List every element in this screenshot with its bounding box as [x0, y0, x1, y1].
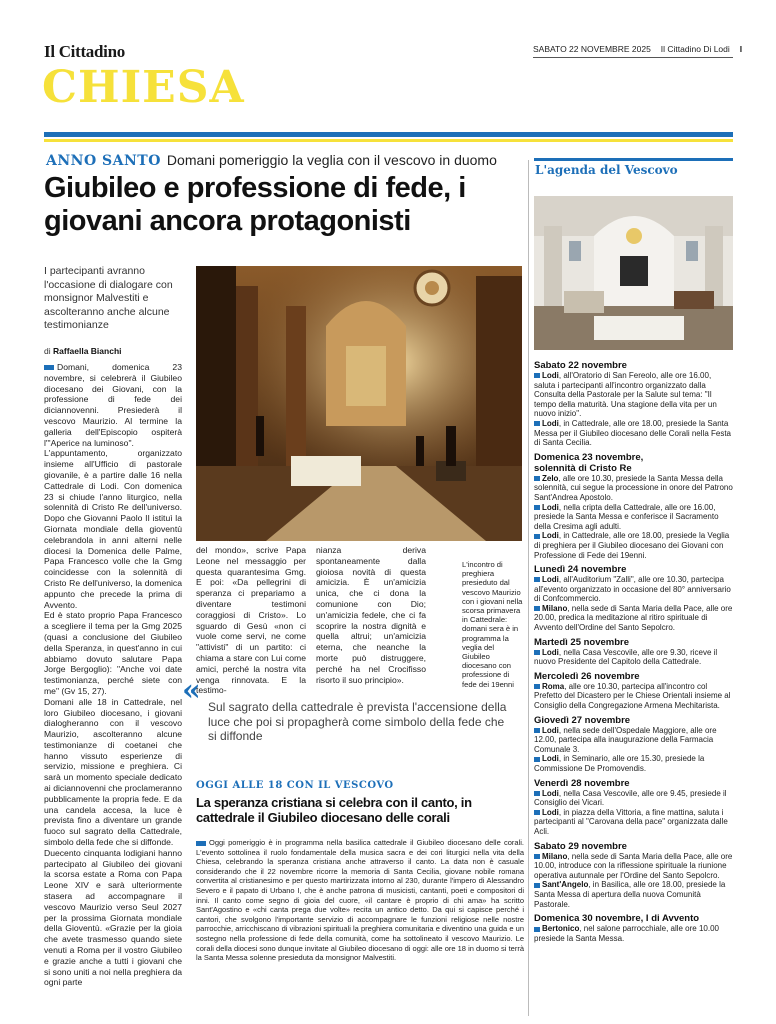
sidebox-kicker: OGGI ALLE 18 CON IL VESCOVO [196, 780, 394, 791]
agenda-entry-text: , in Cattedrale, alle ore 18.00, presiede la Veglia di preghiera per il Giubileo diocesano dei Giovani con Professione di Fede dei 19enni. [534, 531, 730, 560]
agenda-entry-text: , in Cattedrale, alle ore 18.00, presiede la Santa Messa per il Giubileo diocesano delle Corali nella Festa di Santa Cecilia. [534, 418, 731, 448]
agenda-day-title: Mercoledì 26 novembre [534, 670, 640, 682]
agenda-entry-place: Lodi [542, 418, 559, 428]
article-kicker [46, 152, 497, 169]
agenda-entry [534, 648, 733, 667]
agenda-entry [534, 503, 733, 532]
agenda-header-rule [534, 158, 733, 161]
agenda-entry-text: , alle ore 10.30, presiede la Santa Messa della solennità, cui segue la processione in onore del Patrono Sant'Andrea Apostolo. [534, 473, 733, 502]
article-column-1 [44, 362, 182, 1012]
agenda-entry-text: , in Seminario, alle ore 15.30, presiede la Commissione De Promovendis. [534, 754, 705, 773]
agenda-entry [534, 880, 733, 909]
agenda-entry-text: , nel salone parrocchiale, alle ore 10.00 presiede la Santa Messa. [534, 924, 719, 943]
agenda-day [534, 913, 733, 943]
article-headline: Giubileo e professione di fede, i giovani ancora protagonisti [44, 172, 466, 237]
agenda-entry [534, 575, 733, 604]
agenda-entry-place: Lodi [542, 754, 559, 764]
dateline [533, 44, 742, 54]
agenda-entry-text: , nella sede di Santa Maria della Pace, alle ore 10.00, introduce con la riflessione spirituale la riunione operativa autunnale per l'Ordine del Santo Sepolcro. [534, 851, 733, 880]
agenda-entry-place: Lodi [542, 788, 559, 798]
entry-marker [534, 883, 540, 888]
agenda-entry-text: , all'Oratorio di San Fereolo, alle ore 16.00, saluta i partecipanti all'incontro organizzato dalla Consulta della Pastorale per la Salute sul tema: "Il tempo della maturità. Una stagione della vita per un nuovo inizio". [534, 371, 717, 419]
paragraph-marker [196, 841, 206, 846]
entry-marker [534, 854, 540, 859]
entry-marker [534, 421, 540, 426]
byline-author: Raffaella Bianchi [53, 346, 122, 356]
agenda-entry-place: Lodi [542, 725, 559, 735]
paragraph-marker [44, 365, 54, 370]
entry-marker [534, 476, 540, 481]
agenda-entry-text: , nella cripta della Cattedrale, alle ore 16.00, presiede la Santa Messa e conferisce il Sacramento della Cresima agli adulti. [534, 502, 719, 531]
agenda-entry-text: , nella Casa Vescovile, alle ore 9.30, riceve il nuovo Presidente del Capitolo della Cattedrale. [534, 647, 718, 667]
agenda-day-title: Domenica 30 novembre, I di Avvento [534, 913, 700, 925]
agenda-entry-text: , all'Auditorium "Zalli", alle ore 10.30, partecipa all'evento organizzato in occasione del 80° anniversario di Confcommercio. [534, 575, 731, 604]
agenda-entry-text: , alle ore 10.30, partecipa all'incontro col Prefetto del Dicastero per le Chiese Orientali insieme al Consiglio della Congregazione Armena Mechitarista. [534, 681, 731, 711]
agenda-list [534, 360, 733, 1015]
agenda-entry-place: Lodi [542, 575, 559, 585]
section-title: CHIESA [42, 62, 245, 113]
agenda-day-title: Venerdì 28 novembre [534, 777, 630, 789]
newspaper-logo: Il Cittadino [44, 42, 125, 61]
sidebox-text [196, 838, 524, 1016]
agenda-entry-place: Lodi [542, 371, 559, 380]
byline [44, 346, 122, 356]
entry-marker [534, 927, 540, 932]
agenda-day [534, 564, 733, 633]
agenda-entry [534, 419, 733, 448]
section-rule-yellow [44, 139, 733, 142]
page-number: I [739, 44, 743, 54]
quote-icon: « [182, 673, 201, 708]
agenda-day [534, 452, 733, 560]
agenda-day-title: Sabato 22 novembre [534, 360, 627, 371]
agenda-entry-place: Lodi [542, 647, 559, 657]
agenda-day [534, 637, 733, 667]
agenda-entry-place: Lodi [542, 807, 559, 817]
header-rule [533, 57, 733, 58]
agenda-entry-text: , in Basilica, alle ore 18.00, presiede la Santa Messa di apertura della nuova Comunità Pastorale. [534, 880, 726, 909]
cathedral-photo [196, 266, 522, 541]
kicker-tag: ANNO SANTO [46, 153, 161, 169]
agenda-entry-place: Lodi [542, 502, 559, 512]
agenda-entry [534, 852, 733, 881]
section-rule-blue [44, 132, 733, 137]
agenda-day [534, 778, 733, 837]
agenda-entry-place: Milano [542, 603, 568, 613]
entry-marker [534, 505, 540, 510]
agenda-entry [534, 789, 733, 808]
agenda-entry [534, 371, 733, 419]
entry-marker [534, 606, 540, 611]
column-divider [528, 160, 529, 1016]
agenda-entry [534, 726, 733, 755]
agenda-day [534, 671, 733, 711]
photo-caption: L'incontro di preghiera presieduto dal vescovo Maurizio con i giovani nella scorsa primavera in Cattedrale: domani sera è in programma la veglia del Giubileo diocesano con professione di fede dei 19enni [462, 560, 523, 689]
agenda-entry [534, 531, 733, 560]
church-interior-photo [534, 196, 733, 350]
agenda-header [534, 158, 733, 180]
agenda-entry [534, 604, 733, 633]
entry-marker [534, 791, 540, 796]
kicker-subtitle: Domani pomeriggio la veglia con il vescovo in duomo [166, 152, 497, 168]
agenda-entry [534, 682, 733, 711]
entry-marker [534, 684, 540, 689]
agenda-entry-place: Roma [542, 681, 565, 691]
agenda-entry-text: , nella sede dell'Ospedale Maggiore, alle ore 12.00, partecipa alla inaugurazione della Farmacia Comunale 3. [534, 725, 717, 754]
agenda-day-title: Lunedì 24 novembre [534, 564, 627, 576]
agenda-entry-text: , in piazza della Vittoria, a fine mattina, saluta i partecipanti al "Carovana della pace" organizzata dalle Acli. [534, 807, 728, 836]
entry-marker [534, 728, 540, 733]
agenda-entry-place: Lodi [542, 531, 559, 541]
entry-marker [534, 577, 540, 582]
agenda-entry-place: Bertonico [542, 924, 580, 934]
article-column-1-text: Domani, domenica 23 novembre, si celebrerà il Giubileo diocesano dei Giovani, con la professione di fede dei diciannovenni. Presiederà il vescovo Maurizio. Al termine la galleria dell'Episcopio ospiterà l'"Aperice na luminoso". L'appuntamento, organizzato insieme all'Ufficio di pastorale giovanile, è a partire dalle 16 nella Cattedrale di Lodi. Con domenica 23 si chiude l'anno liturgico, nella solennità di Cristo Re dell'universo. Dopo che Giovanni Paolo II istituì la Giornata mondiale della gioventù celebrandola in anni alterni nelle diocesi la Domenica delle Palme, Papa Francesco volle che la Gmg coincidesse con la solennità di Cristo Re dell'universo, la domenica appunto che precede la prima di Avvento. Ed è stato proprio Papa Francesco a scegliere il tema per la Gmg 2025 (quasi a conclusione del Giubileo della Speranza, in quest'anno in cui abbiamo dovuto salutare Papa Jorge Bergoglio): "Anche voi date testimonianza, perché siete con me" (Gv 15, 27). Domani alle 18 in Cattedrale, nel loro Giubileo diocesano, i giovani dialogheranno con il vescovo Maurizio, ascolteranno alcune testimonianze di coetanei che hanno vissuto esperienze di servizio, missione e preghiera. Ci sarà un momento speciale dedicato ai diciannovenni che proclameranno pubblicamente la propria fede. E da una candela accesa, la luce è prevista fino a diventare un grande fuoco sul sagrato della Cattedrale, simbolo della fede che si diffonde. Duecento cinquanta lodigiani hanno partecipato al Giubileo dei giovani la scorsa estate a Roma con Papa Leone XIV e sarà ulteriormente stasera ad accompagnare il vescovo Maurizio verso Seul 2027 per la prossima Giornata mondiale della Gioventù. «Grazie per la gioia che avete trasmesso quando siete venuti a Roma per il vostro Giubileo e grazie anche a tutti i giovani che si sono uniti a noi nella preghiera da ogni parte [44, 362, 182, 988]
agenda-day [534, 360, 733, 448]
agenda-entry-text: , nella Casa Vescovile, alle ore 9.45, presiede il Consiglio dei Vicari. [534, 788, 727, 808]
agenda-entry [534, 808, 733, 837]
article-lead: I partecipanti avranno l'occasione di dialogare con monsignor Malvestiti e ascolteranno anche alcune testimonianze [44, 265, 173, 331]
agenda-entry [534, 924, 733, 943]
sidebox-text-body: Oggi pomeriggio è in programma nella basilica cattedrale il Giubileo diocesano delle corali. L'evento sottolinea il ruolo fondamentale della musica sacra e dei cori liturgici nella vita della Chiesa, celebrando la speranza cristiana anche attraverso il canto. La data non è casuale considerando che il 22 novembre ricorre la memoria di Santa Cecilia, giovane nobile romana convertita al cristianesimo e per questo martirizzata intorno al 230, durante l'impero di Alessandro Severo e il papato di Urbano I, che è anche patrona di musicisti, cantanti, poeti e compositori di inni. Il canto come segno di gioia del cuore, «il cantare è proprio di chi ama» ha scritto Sant'Agostino e «chi canta prega due volte» recita un antico detto. Da qui si capisce perché i cantori, che svolgono l'importante servizio di accompagnare le funzioni religiose nelle nostre parrocchie, arricchiscano di vibrazioni spirituali la preghiera comunitaria e diventino una guida e un sostegno nella professione di fede della comunità, come ha sottolineato il vescovo Maurizio. Le corali della diocesi sono dunque invitate al Giubileo diocesano di oggi: alle ore 18 in duomo si terrà la Santa Messa solenne presieduta da monsignor Malvestiti. [196, 838, 524, 963]
agenda-day [534, 715, 733, 774]
agenda-entry [534, 474, 733, 503]
entry-marker [534, 810, 540, 815]
agenda-entry-place: Milano [542, 851, 568, 861]
article-column-3: nianza deriva spontaneamente dalla gioiosa novità di questa amicizia. È un'amicizia unica, che ci dona la comunione con Dio; un'amicizia fedele, che ci fa scoprire la nostra dignità e quella altrui; un'amicizia eterna, che neanche la morte può distruggere, perché ha nel Crocifisso risorto il suo principio». [316, 545, 426, 685]
entry-marker [534, 534, 540, 539]
entry-marker [534, 757, 540, 762]
agenda-entry-text: , nella sede di Santa Maria della Pace, alle ore 20.00, predica la meditazione al ritiro spirituale di Avvento dell'Ordine del Santo Sepolcro. [534, 603, 733, 633]
paper-name: Il Cittadino Di Lodi [660, 44, 730, 54]
agenda-entry [534, 754, 733, 773]
entry-marker [534, 373, 540, 378]
agenda-day-title: Martedì 25 novembre [534, 636, 630, 648]
agenda-day-title: Sabato 29 novembre [534, 840, 627, 852]
article-column-2: del mondo», scrive Papa Leone nel messaggio per questa quarantesima Gmg. E poi: «Da pellegrini di speranza ci prepariamo a diventare testimoni coraggiosi di Cristo». Lo sguardo di Gesù «non ci vuole come servi, ne come "attivisti" di un partito: ci chiama a stare con Lui come amici, perché la nostra vita venga rinnovata. E la testimo- [196, 545, 306, 696]
agenda-entry-place: Zelo [542, 473, 559, 483]
pull-quote: Sul sagrato della cattedrale è prevista l'accensione della luce che poi si propagherà come simbolo della fede che si diffonde [208, 700, 507, 743]
agenda-day-title: Domenica 23 novembre, solennità di Cristo Re [534, 451, 644, 474]
sidebox-title: La speranza cristiana si celebra con il canto, in cattedrale il Giubileo diocesano delle corali [196, 795, 472, 825]
agenda-title: L'agenda del Vescovo [535, 163, 678, 177]
agenda-day-title: Giovedì 27 novembre [534, 714, 631, 726]
byline-prefix: di [44, 346, 51, 356]
issue-date: SABATO 22 NOVEMBRE 2025 [533, 44, 651, 54]
agenda-entry-place: Sant'Angelo [542, 880, 589, 890]
agenda-day [534, 841, 733, 910]
entry-marker [534, 650, 540, 655]
